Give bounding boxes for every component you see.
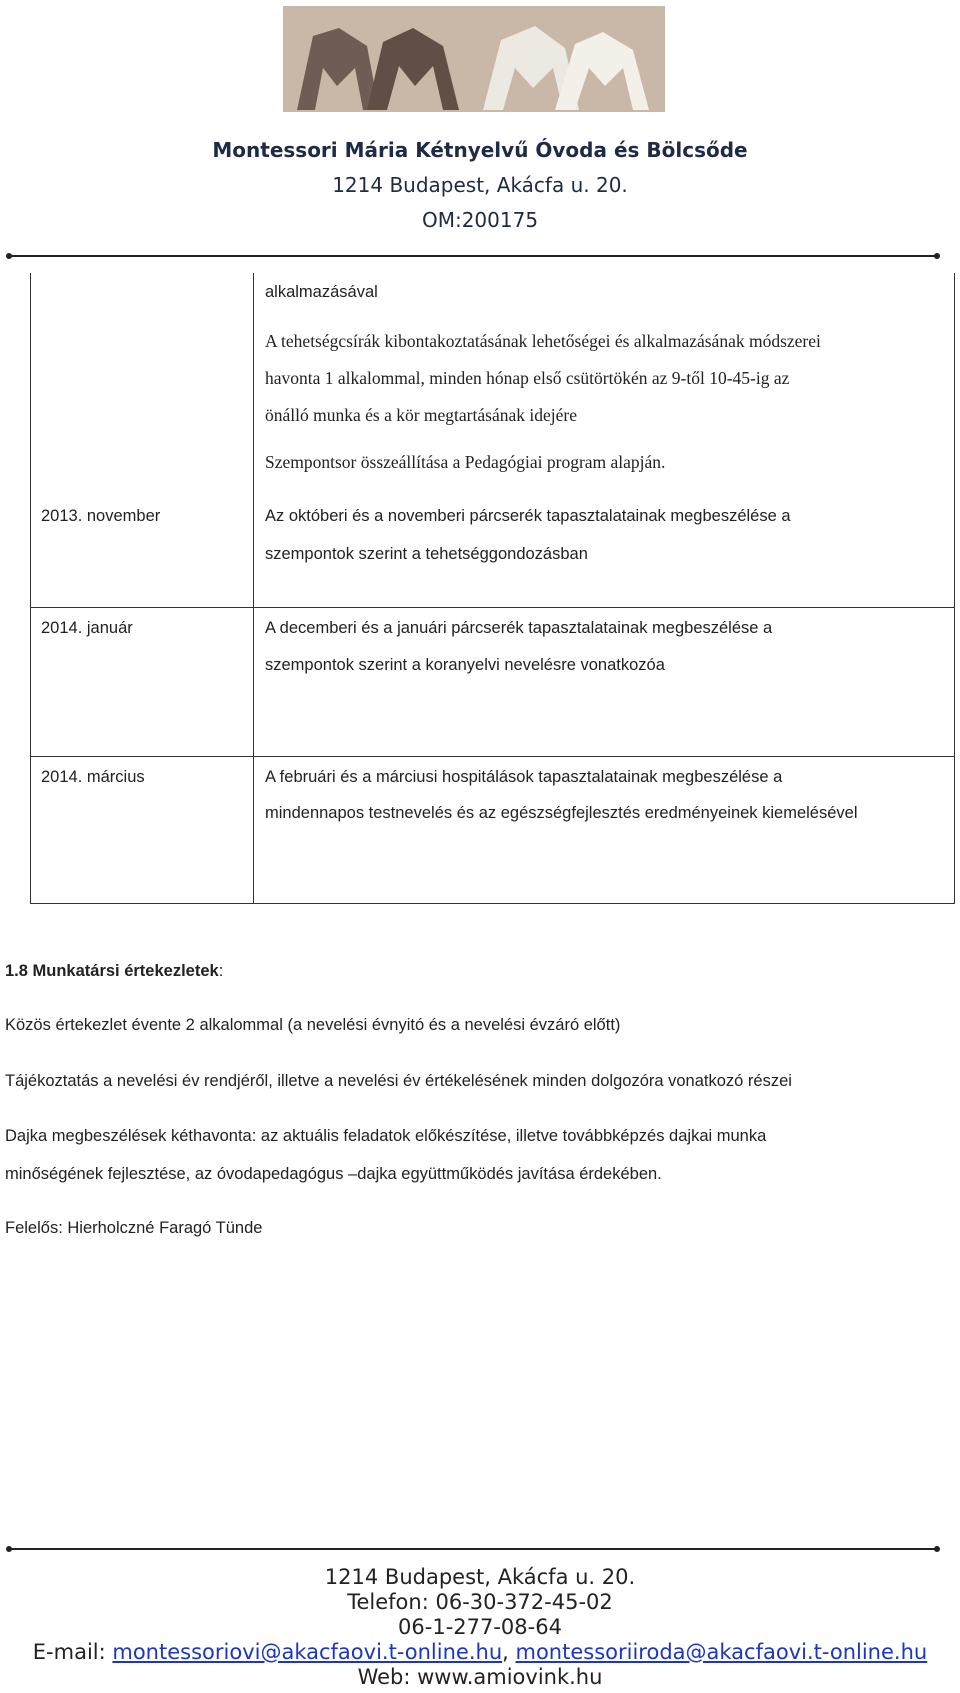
schedule-table xyxy=(30,273,955,904)
footer-email-separator: , xyxy=(502,1640,516,1664)
row-divider xyxy=(31,607,954,608)
footer-phone: Telefon: 06-30-372-45-02 xyxy=(347,1590,613,1614)
email-link-1[interactable]: montessoriovi@akacfaovi.t-online.hu xyxy=(112,1640,503,1664)
header-divider xyxy=(10,255,936,257)
paragraph: Közös értekezlet évente 2 alkalommal (a nevelési évnyitó és a nevelési évzáró előtt) xyxy=(5,1016,621,1034)
row-divider xyxy=(31,756,954,757)
table-continued-line: A tehetségcsírák kibontakoztatásának lehetőségei és alkalmazásának módszerei xyxy=(265,331,821,351)
paragraph: minőségének fejlesztése, az óvodapedagógus –dajka együttműködés javítása érdekében. xyxy=(5,1165,662,1183)
table-row-date: 2014. január xyxy=(41,619,133,637)
table-row-description: mindennapos testnevelés és az egészségfejlesztés eredményeinek kiemelésével xyxy=(265,804,858,822)
table-row-description: Az októberi és a novemberi párcserék tapasztalatainak megbeszélése a xyxy=(265,507,791,525)
footer-address: 1214 Budapest, Akácfa u. 20. xyxy=(324,1565,636,1589)
table-row-description: A decemberi és a januári párcserék tapasztalatainak megbeszélése a xyxy=(265,619,773,637)
table-row-description: A februári és a márciusi hospitálások tapasztalatainak megbeszélése a xyxy=(265,768,783,786)
table-row-date: 2014. március xyxy=(41,768,145,786)
footer-email-label: E-mail: xyxy=(32,1640,113,1664)
section-heading xyxy=(5,962,223,981)
header-address: 1214 Budapest, Akácfa u. 20. xyxy=(332,173,628,197)
table-row-date: 2013. november xyxy=(41,507,161,525)
section-heading-colon: : xyxy=(218,962,224,980)
school-name: Montessori Mária Kétnyelvű Óvoda és Bölcsőde xyxy=(212,138,748,162)
footer-phone-2: 06-1-277-08-64 xyxy=(398,1615,562,1639)
email-link-2[interactable]: montessoriiroda@akacfaovi.t-online.hu xyxy=(515,1640,928,1664)
table-continued-line: Szempontsor összeállítása a Pedagógiai program alapján. xyxy=(265,452,666,472)
responsible-person: Felelős: Hierholczné Faragó Tünde xyxy=(5,1219,263,1237)
table-continued-line: alkalmazásával xyxy=(265,283,378,301)
column-divider xyxy=(253,273,254,903)
paragraph: Dajka megbeszélések kéthavonta: az aktuális feladatok előkészítése, illetve továbbképzés dajkai munka xyxy=(5,1127,767,1145)
header-om-number: OM:200175 xyxy=(421,208,539,232)
school-logo xyxy=(283,6,665,112)
footer-divider xyxy=(10,1548,936,1550)
table-row-description: szempontok szerint a koranyelvi nevelésre vonatkozóa xyxy=(265,656,665,674)
paragraph: Tájékoztatás a nevelési év rendjéről, illetve a nevelési év értékelésének minden dolgozóra vonatkozó részei xyxy=(5,1072,792,1090)
section-heading-text: 1.8 Munkatársi értekezletek xyxy=(5,962,219,980)
table-continued-line: havonta 1 alkalommal, minden hónap első csütörtökén az 9-től 10-45-ig az xyxy=(265,368,790,388)
footer-web: Web: www.amiovink.hu xyxy=(357,1665,603,1689)
footer-email xyxy=(0,1640,960,1665)
table-continued-line: önálló munka és a kör megtartásának idejére xyxy=(265,405,577,425)
table-row-description: szempontok szerint a tehetséggondozásban xyxy=(265,545,588,563)
